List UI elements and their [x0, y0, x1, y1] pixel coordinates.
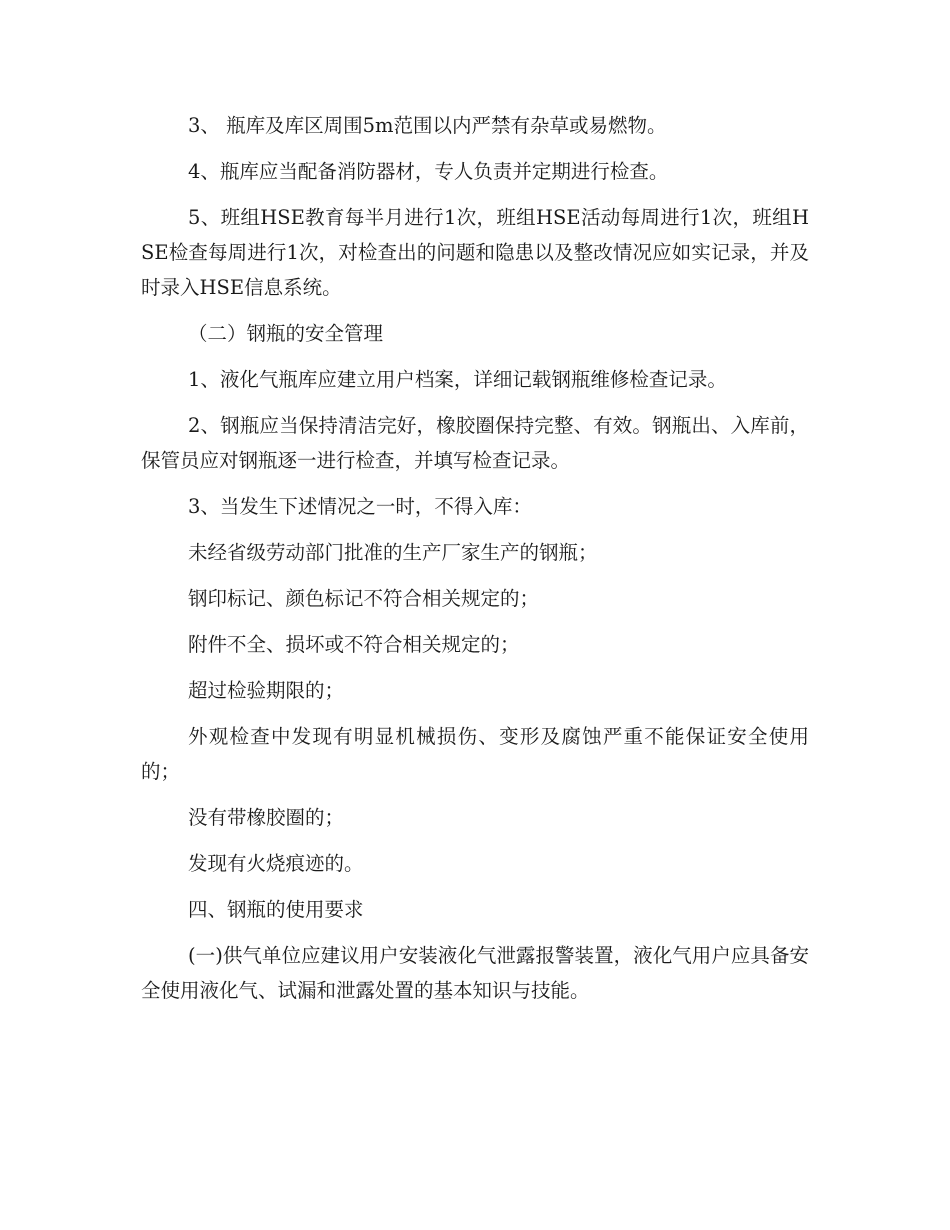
paragraph-hse-schedule: 5、班组HSE教育每半月进行1次，班组HSE活动每周进行1次，班组HSE检查每周进行1次，对检查出的问题和隐患以及整改情况应如实记录，并及时录入HSE信息系统。 — [141, 206, 809, 299]
list-item-marking-noncompliant: 钢印标记、颜色标记不符合相关规定的； — [188, 587, 540, 610]
list-item-no-rubber-ring: 没有带橡胶圈的； — [188, 806, 345, 829]
section-heading-cylinder-safety: （二）钢瓶的安全管理 — [188, 322, 384, 345]
list-item-fire-marks: 发现有火烧痕迹的。 — [188, 852, 364, 875]
section-heading-usage-requirements: 四、钢瓶的使用要求 — [188, 898, 364, 921]
paragraph-leak-alarm: (一)供气单位应建议用户安装液化气泄露报警装置，液化气用户应具备安全使用液化气、试漏和泄露处置的基本知识与技能。 — [141, 944, 809, 1002]
paragraph-fire-equipment: 4、瓶库应当配备消防器材，专人负责并定期进行检查。 — [188, 160, 669, 183]
document-body — [141, 108, 809, 1019]
list-item-visible-damage: 外观检查中发现有明显机械损伤、变形及腐蚀严重不能保证安全使用的； — [141, 725, 809, 783]
paragraph-cylinder-inspection: 2、钢瓶应当保持清洁完好，橡胶圈保持完整、有效。钢瓶出、入库前，保管员应对钢瓶逐一进行检查，并填写检查记录。 — [141, 414, 809, 472]
list-item-unapproved-manufacturer: 未经省级劳动部门批准的生产厂家生产的钢瓶； — [188, 541, 598, 564]
list-item-inspection-expired: 超过检验期限的； — [188, 679, 345, 702]
paragraph-user-records: 1、液化气瓶库应建立用户档案，详细记载钢瓶维修检查记录。 — [188, 368, 727, 391]
paragraph-rejection-intro: 3、当发生下述情况之一时，不得入库： — [188, 495, 532, 518]
paragraph-storage-clearance: 3、 瓶库及库区周围5m范围以内严禁有杂草或易燃物。 — [188, 114, 667, 137]
list-item-accessories-incomplete: 附件不全、损坏或不符合相关规定的； — [188, 633, 520, 656]
